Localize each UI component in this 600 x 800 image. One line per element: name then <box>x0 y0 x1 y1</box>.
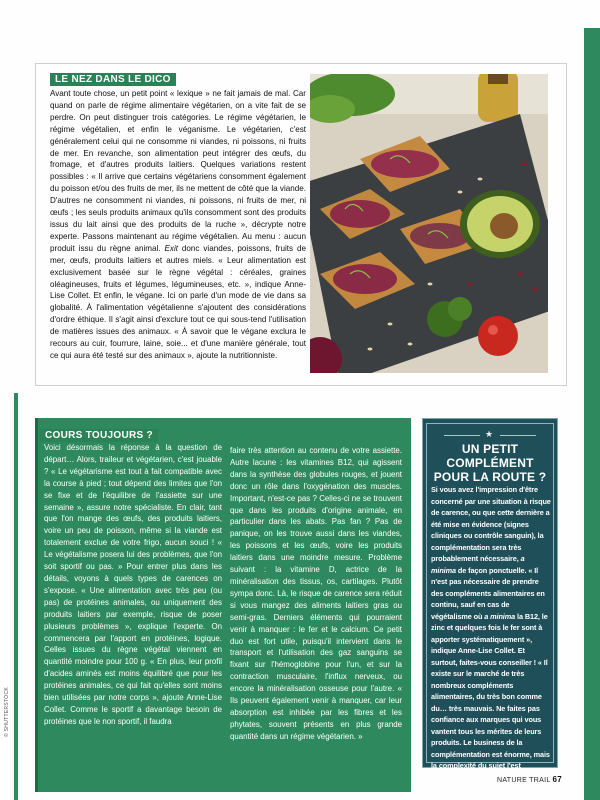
a-minima-1: a minima <box>431 554 525 575</box>
lexique-text-a: Avant toute chose, un petit point « lexique » ne fait jamais de mal. Car quand on parle de régime alimentaire végétarien, on a vite fait de se perdre. On peut distinguer trois catégories. Le régime végétarien, le régime végétalien, et enfin le véganisme. Le végétarien, c'est généralement celui qui ne consomme ni viandes, ni poissons, ni fruits de mer. En revanche, son alimentation peut intégrer des œufs, du fromage, et d'autres produits laitiers. Quelques variations restent possibles : « Il arrive que certains végétariens consomment également du poisson et/ou des fruits de mer, ils ne mettent de côté que la viande. D'autres ne consomment ni viandes, ni poissons, ni fruits de mer, ni œufs ; les seuls produits animaux qu'ils consomment sont des produits issus du lait ainsi que des produits de la ruche », décrypte notre experte. Passons maintenant au régime végétalien. Au menu : aucun produit issu du règne animal. <box>50 89 306 253</box>
page-footer <box>497 775 562 784</box>
cours-column-1: Voici désormais la réponse à la question de départ… Alors, traileur et végétarien, c'est jouable ? « Le végétarisme est tout à fait compatible avec la course à pied ; tout dépend des limites que l'on se fixe et de l'équilibre de l'assiette sur une semaine », assure notre spécialiste. En clair, tant que l'on mange des œufs, des produits laitiers, voire un peu de poisson, même si la viande est totalement exclue de votre frigo, aucun souci ! « Le végétalisme posera lui des problèmes, que l'on soit sportif ou pas. » Pour entrer plus dans les détails, voyons à quels types de carences on s'expose. « Une alimentation avec très peu (ou pas) de protéines animales, ou uniquement des produits laitiers par exemple, risque de poser plusieurs problèmes », explique l'experte. On commencera par l'apport en protéines, logique. Celles issues du règne végétal viennent en quantité moindre pour 100 g. « En plus, leur profil d'acides aminés est moins équilibré que pour les protéines animales, ce qui fait qu'elles sont moins bien utilisées par notre corps », ajoute Anne-Lise Collet. Comme le sportif a davantage besoin de protéines que le non sportif, il faudra <box>44 443 222 726</box>
cours-column-2: faire très attention au contenu de votre assiette. Autre lacune : les vitamines B12, qui agissent dans la synthèse des globules rouges, et jouent donc un rôle dans l'oxygénation des muscles. Important, n'est-ce pas ? Celles-ci ne se trouvent que dans les produits d'origine animale, en particulier dans les abats. Pas fan ? Pas de panique, on les trouve aussi dans les viandes, les poissons et les œufs, voire les produits laitiers dans une moindre mesure. Problème suivant : la vitamine D, actrice de la minéralisation des tissus, os, cartilages. Plutôt sympa donc. Là, le risque de carence sera réduit si vous mangez des aliments laitiers gras ou semi-gras. Derniers éléments qui pourraient venir à manquer : le fer et le calcium. Ce petit duo est fort utile, puisqu'il intervient dans le transport et l'utilisation des gaz sanguins se fixant sur l'hémoglobine pour l'un, et sur la contraction musculaire, l'influx nerveux, ou encore la minéralisation osseuse pour l'autre. « Ils peuvent également venir à manquer, car leur absorption est inhibée par les fibres et les phytates, souvent présents en plus grande quantité dans un régime végétarien. » <box>230 446 402 741</box>
food-photo <box>310 74 548 373</box>
exit-word: Exit <box>164 243 178 253</box>
lexique-text <box>50 88 306 362</box>
ornament-line-right <box>500 435 536 436</box>
left-edge-bar <box>14 393 18 800</box>
sidebar-text-a: Si vous avez l'impression d'être concerné par une situation à risque de carence, ou que cette dernière a été mise en évidence (signes cliniques ou contrôle sanguin), la complémentation sera très probablement nécessaire, <box>431 485 551 563</box>
star-icon: ★ <box>485 429 494 439</box>
a-minima-2: a minima <box>484 611 516 621</box>
section-heading-cours: COURS TOUJOURS ? <box>40 429 158 442</box>
lexique-text-b: donc viandes, poissons, fruits de mer, œufs, produits laitiers et autres miels. « Leur alimentation est exclusivement basée sur le règne végétal : céréales, graines oléagineuses, fruits et légumes, légumineuses, etc. », indique Anne-Lise Collet. Et enfin, le végane. Ici on parle d'un mode de vie dans sa globalité. À l'alimentation végétalienne s'ajoutent des considérations d'ordre éthique. Il s'agit ainsi d'exclure tout ce qui sous-tend l'utilisation de matières issues des animaux. « À savoir que le végane exclura le recours au cuir, fourrure, laine, soie... et d'une manière générale, tout ce qui aura été testé sur des animaux », ajoute la nutritionniste. <box>50 243 306 360</box>
sidebar-title: UN PETIT COMPLÉMENT POUR LA ROUTE ? <box>433 442 547 484</box>
section-heading-lexique: LE NEZ DANS LE DICO <box>50 73 176 86</box>
ornament-line-left <box>444 435 480 436</box>
page-number: 67 <box>552 775 563 784</box>
page-edge-bar <box>584 28 600 800</box>
sidebar-text <box>431 484 551 783</box>
sidebar-text-b: de façon ponctuelle. « Il n'est pas nécessaire de prendre des compléments alimentaires en continu, sauf en cas de végétalisme où <box>431 565 545 621</box>
sidebar-text-c: la B12, le zinc et quelques fois le fer sont à apporter systématiquement », indique Anne-Lise Collet. Et surtout, faites-vous conseiller ! « Il existe sur le marché de très nombreux compléments alimentaires, du très bon comme du… très mauvais. Ne faites pas confiance aux marques qui vous vantent tous les mérites de leurs produits. Le business de la complémentation est énorme, mais la complexité du sujet l'est également. » <box>431 611 550 782</box>
magazine-name: NATURE TRAIL <box>497 777 551 784</box>
sidebar-ornament <box>440 431 540 439</box>
photo-credit: © SHUTTERSTOCK <box>4 686 10 737</box>
